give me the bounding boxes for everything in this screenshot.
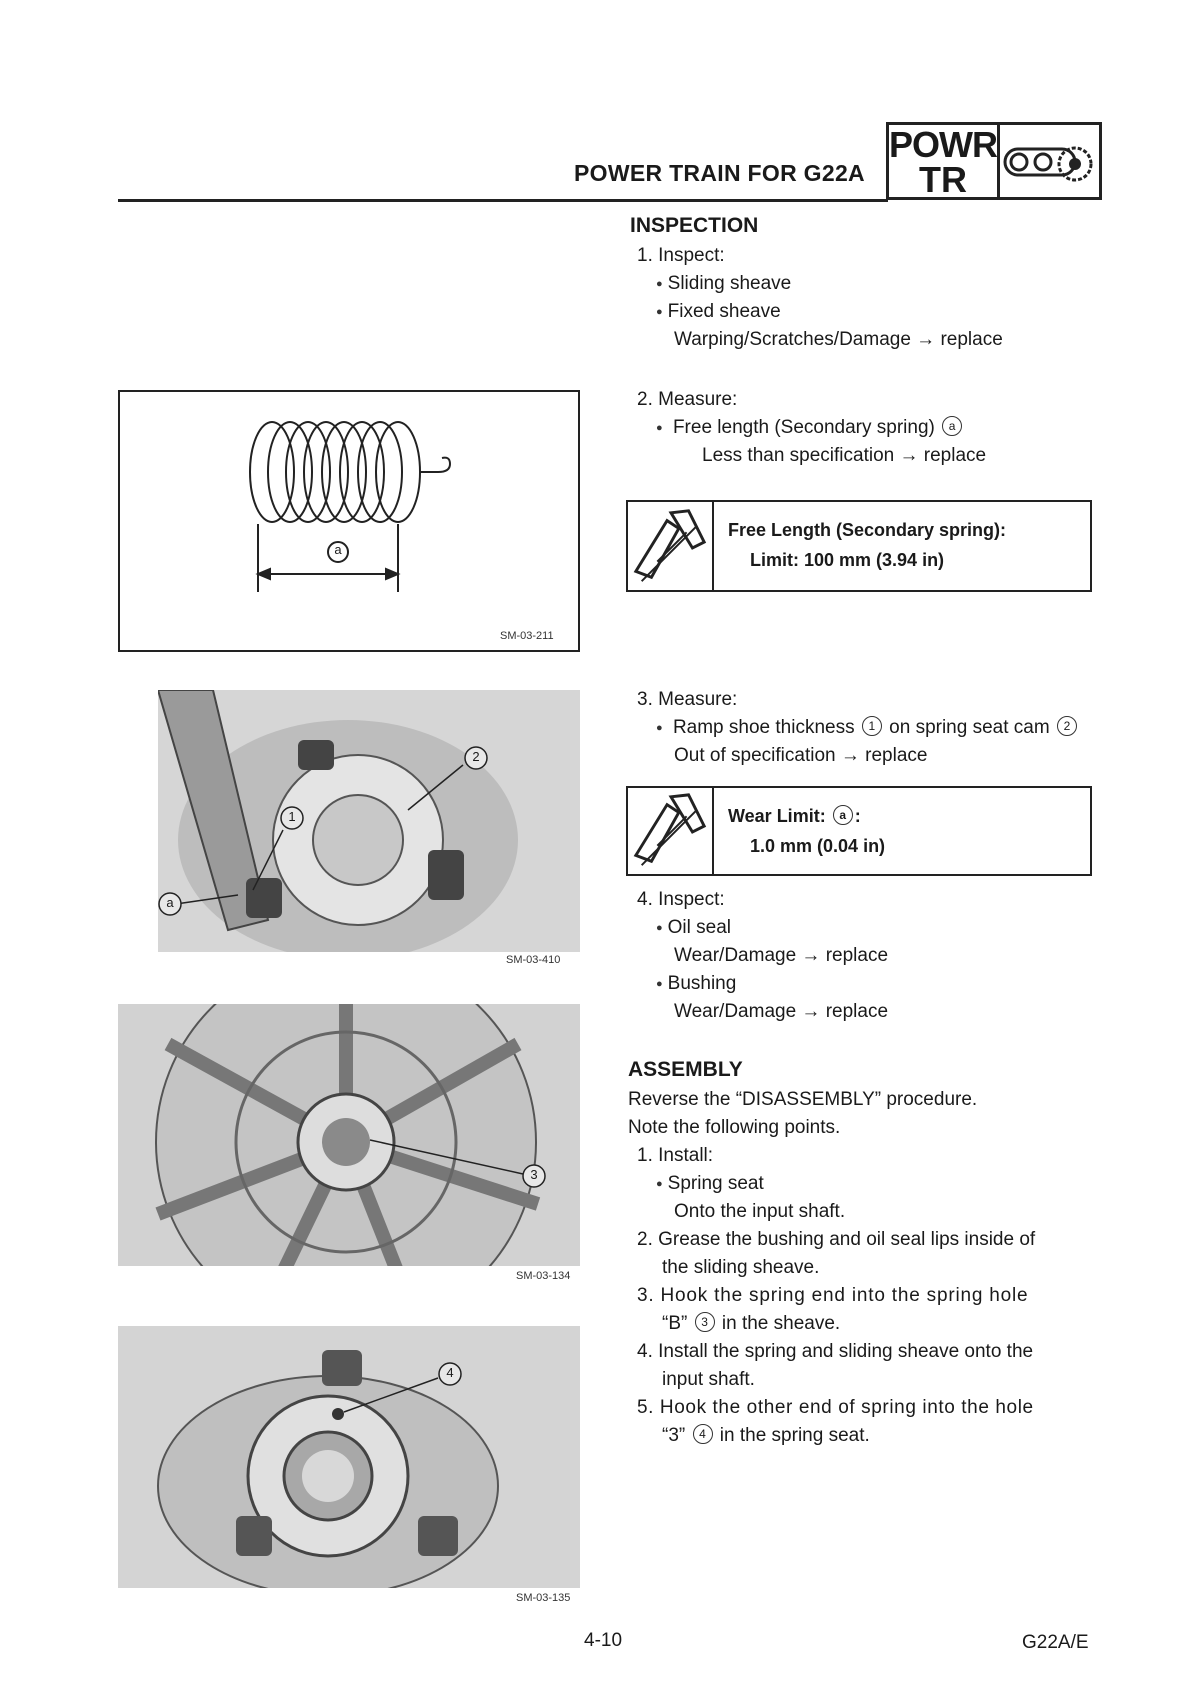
callout-ref: 3: [695, 1312, 715, 1332]
figure-spring-diagram: [118, 390, 580, 652]
model-code: G22A/E: [1022, 1632, 1089, 1653]
section-badge: [886, 122, 1102, 200]
figure-label: SM-03-410: [506, 954, 561, 966]
list-item: ● Spring seat: [656, 1170, 764, 1200]
assembly-step1: 1. Install:: [637, 1145, 714, 1166]
inspection-step3-item: [656, 714, 1079, 744]
assembly-step1-note: Onto the input shaft.: [674, 1201, 846, 1222]
callout-4: 4: [446, 1365, 454, 1380]
inspection-heading: INSPECTION: [630, 214, 759, 237]
badge-line1: POWR: [889, 124, 997, 165]
assembly-step5-line1: 5. Hook the other end of spring into the hole: [637, 1397, 1034, 1418]
inspection-step2: 2. Measure:: [637, 389, 738, 410]
list-item: ● Sliding sheave: [656, 270, 791, 300]
callout-ref: 1: [862, 716, 882, 736]
inspection-step2-item: [656, 414, 964, 444]
header-rule: [118, 199, 888, 202]
assembly-step2-line1: 2. Grease the bushing and oil seal lips inside of: [637, 1229, 1036, 1250]
spec2-line1: [728, 802, 861, 830]
assembly-step4-line2: input shaft.: [662, 1369, 755, 1390]
figure-ramp-shoe: [158, 690, 580, 952]
figure-spring-seat: [118, 1326, 580, 1588]
list-item: ● Fixed sheave: [656, 298, 781, 328]
callout-2: 2: [472, 749, 480, 764]
callout-a: a: [334, 542, 342, 557]
assembly-heading: ASSEMBLY: [628, 1058, 743, 1081]
free-length-label: Free length (Secondary spring): [672, 417, 935, 438]
spec1-line1: Free Length (Secondary spring):: [728, 520, 1007, 540]
figure-label: SM-03-211: [500, 630, 554, 642]
badge-line2: TR: [919, 159, 967, 200]
callout-ref: 2: [1057, 716, 1077, 736]
assembly-step2-line2: the sliding sheave.: [662, 1257, 820, 1278]
inspection-step1-result: Warping/Scratches/Damage → replace: [674, 329, 1003, 350]
sliding-sheave-photo: [118, 1004, 580, 1266]
hole-3-label: “3”: [662, 1425, 686, 1446]
wear-limit-label: Wear Limit:: [728, 806, 826, 826]
spec-box-free-length: [626, 500, 1092, 592]
inspection-step3: 3. Measure:: [637, 689, 738, 710]
figure-sliding-sheave: [118, 1004, 580, 1266]
callout-ref: a: [942, 416, 962, 436]
assembly-step3-line1: 3. Hook the spring end into the spring hole: [637, 1285, 1029, 1306]
ramp-shoe-label: Ramp shoe thickness: [672, 717, 855, 738]
page-number: 4-10: [584, 1630, 623, 1651]
inspection-step2-result: Less than specification → replace: [702, 445, 987, 466]
hole-b-label: “B”: [662, 1313, 688, 1334]
colon: :: [854, 806, 861, 826]
assembly-intro1: Reverse the “DISASSEMBLY” procedure.: [628, 1089, 978, 1110]
caliper-icon: [628, 502, 714, 590]
spring-seat-cam-label: on spring seat cam: [889, 717, 1050, 738]
list-item: ● Oil seal: [656, 914, 731, 944]
callout-ref: 4: [693, 1424, 713, 1444]
inspection-step4-result1: Wear/Damage → replace: [674, 945, 889, 966]
inspection-step3-result: Out of specification → replace: [674, 745, 928, 766]
assembly-step3-tail: in the sheave.: [721, 1313, 841, 1334]
assembly-intro2: Note the following points.: [628, 1117, 841, 1138]
inspection-step4-result2: Wear/Damage → replace: [674, 1001, 889, 1022]
inspection-step4: 4. Inspect:: [637, 889, 725, 910]
drive-chain-sprocket-icon: [999, 131, 1099, 193]
spec1-line2: Limit: 100 mm (3.94 in): [750, 550, 945, 570]
badge-text: [889, 124, 1000, 200]
figure-label: SM-03-135: [516, 1592, 571, 1604]
assembly-step5-line2: [662, 1422, 870, 1450]
assembly-step3-line2: [662, 1310, 840, 1338]
spec2-line2: 1.0 mm (0.04 in): [750, 836, 886, 856]
caliper-icon: [628, 788, 714, 874]
callout-3: 3: [530, 1167, 538, 1182]
assembly-step5-tail: in the spring seat.: [719, 1425, 870, 1446]
callout-ref: a: [833, 805, 853, 825]
callout-1: 1: [288, 809, 296, 824]
spring-seat-photo: [118, 1326, 580, 1588]
figure-label: SM-03-134: [516, 1270, 571, 1282]
page-title: POWER TRAIN FOR G22A: [574, 160, 865, 186]
secondary-spring-drawing: [120, 392, 578, 650]
inspection-step1: 1. Inspect:: [637, 245, 725, 266]
assembly-step4-line1: 4. Install the spring and sliding sheave onto the: [637, 1341, 1034, 1362]
spec-box-wear-limit: [626, 786, 1092, 876]
ramp-shoe-photo: [158, 690, 580, 952]
list-item: ● Bushing: [656, 970, 736, 1000]
callout-a: a: [166, 895, 174, 910]
